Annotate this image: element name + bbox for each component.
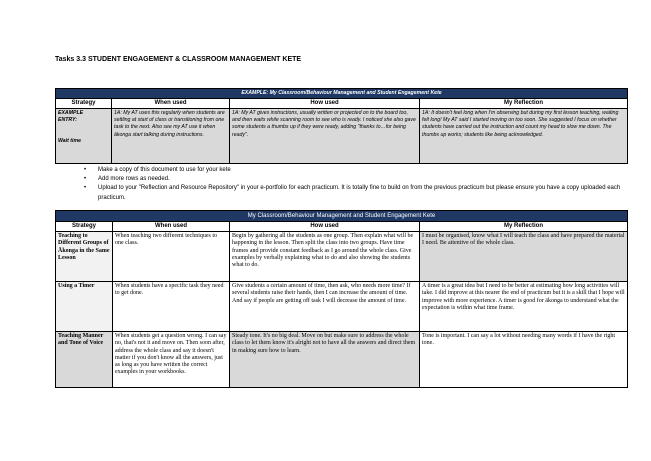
strategy-cell[interactable]: Teaching to Different Groups of Ākonga in the Same Lesson — [56, 232, 113, 282]
example-header-strategy: Strategy — [56, 99, 112, 109]
kete-header-strategy: Strategy — [56, 222, 113, 232]
instruction-item: • Upload to your "Reflection and Resource Repository" in your e-portfolio for each practicum. It is totally fine to build on from the previous practicum but please ensure you have a copy uploaded each practicum. — [84, 184, 624, 202]
when-used-cell[interactable]: When teaching two different techniques to one class. — [113, 232, 230, 282]
how-used-cell[interactable]: Give students a certain amount of time, then ask, who needs more time? If several students raise their hands, then I can increase the amount of time. And say if people are getting off task I will decrease the amount of time. — [230, 282, 420, 332]
table-row — [56, 282, 628, 332]
example-banner-title: My Classroom/Behaviour Management and Student Engagement Kete — [268, 90, 442, 96]
example-table — [55, 88, 628, 164]
page-title: Tasks 3.3 STUDENT ENGAGEMENT & CLASSROOM MANAGEMENT KETE — [55, 56, 302, 63]
how-used-cell[interactable]: Steady tone. It's no big deal. Move on but make sure to address the whole class to let them know it's alright not to have all the answers and direct them in making sure how to learn. — [230, 332, 420, 388]
strategy-cell[interactable]: Teaching Manner and Tone of Voice — [56, 332, 113, 388]
reflection-cell[interactable]: Tone is important. I can say a lot without needing many words if I have the right tone. — [420, 332, 628, 388]
example-label-strategy: Wait time — [58, 138, 81, 145]
when-used-cell[interactable]: When students have a specific task they need to get done. — [113, 282, 230, 332]
table-row — [56, 332, 628, 388]
kete-header-reflection: My Reflection — [420, 222, 628, 232]
example-banner-prefix: EXAMPLE: — [241, 90, 269, 96]
example-when-used-cell[interactable]: 1A: My AT uses this regularly when students are settling at start of class or transitioning from one task to the next. Also see my AT use it when ākonga start talking during instructions. — [112, 109, 230, 164]
how-used-cell[interactable]: Begin by gathering all the students as one group. Then explain what will be happening in the lesson. Then split the class into two groups. Have time frames and provide constant feedback as I go around the whole class. Give examples by verbally explaining what to do and also showing the students what to do. — [230, 232, 420, 282]
example-how-used-cell[interactable]: 1A: My AT gives instructions, usually written or projected on to the board too, and then waits while scanning room to see who is ready. I noticed she also gave some students a thumbs up if they were ready, adding "thanks to…for being ready". — [230, 109, 420, 164]
instruction-item: • Make a copy of this document to use for your kete — [84, 166, 624, 175]
when-used-cell[interactable]: When students get a question wrong. I can say no, that's not it and move on. Then soon after, address the whole class and say it doesn't matter if you don't know all the answers, just as long as you have written the correct examples in your workbooks. — [113, 332, 230, 388]
example-table-banner — [56, 89, 628, 99]
instructions-list — [84, 166, 624, 203]
kete-header-when-used: When used — [113, 222, 230, 232]
kete-table-banner: My Classroom/Behaviour Management and Student Engagement Kete — [56, 211, 628, 222]
kete-header-how-used: How used — [230, 222, 420, 232]
example-label-line2: ENTRY: — [58, 117, 77, 124]
example-reflection-cell[interactable]: 1A: It doesn't feel long when I'm observing but during my first lesson teaching, waiting felt long! My AT said I started moving on too soon. She suggested I focus on whether students have carried out the instruction and count my head to slow me down. The thumbs up works; students like being acknowledged. — [420, 109, 628, 164]
reflection-cell[interactable]: I must be organised, know what I will teach the class and have prepared the material I need. Be attentive of the whole class. — [420, 232, 628, 282]
example-header-when-used: When used — [112, 99, 230, 109]
example-header-reflection: My Reflection — [420, 99, 628, 109]
kete-table — [55, 210, 628, 388]
reflection-cell[interactable]: A timer is a great idea but I need to be better at estimating how long activities will take. I did improve at this nearer the end of practicum but it is a skill that I hope will improve with more experience. A timer is good for ākonga to understand what the expectation is within what time frame. — [420, 282, 628, 332]
table-row — [56, 232, 628, 282]
example-label-line1: EXAMPLE — [58, 110, 84, 116]
example-header-how-used: How used — [230, 99, 420, 109]
strategy-cell[interactable]: Using a Timer — [56, 282, 113, 332]
example-strategy-cell[interactable] — [56, 109, 112, 164]
instruction-item: • Add more rows as needed. — [84, 175, 624, 184]
